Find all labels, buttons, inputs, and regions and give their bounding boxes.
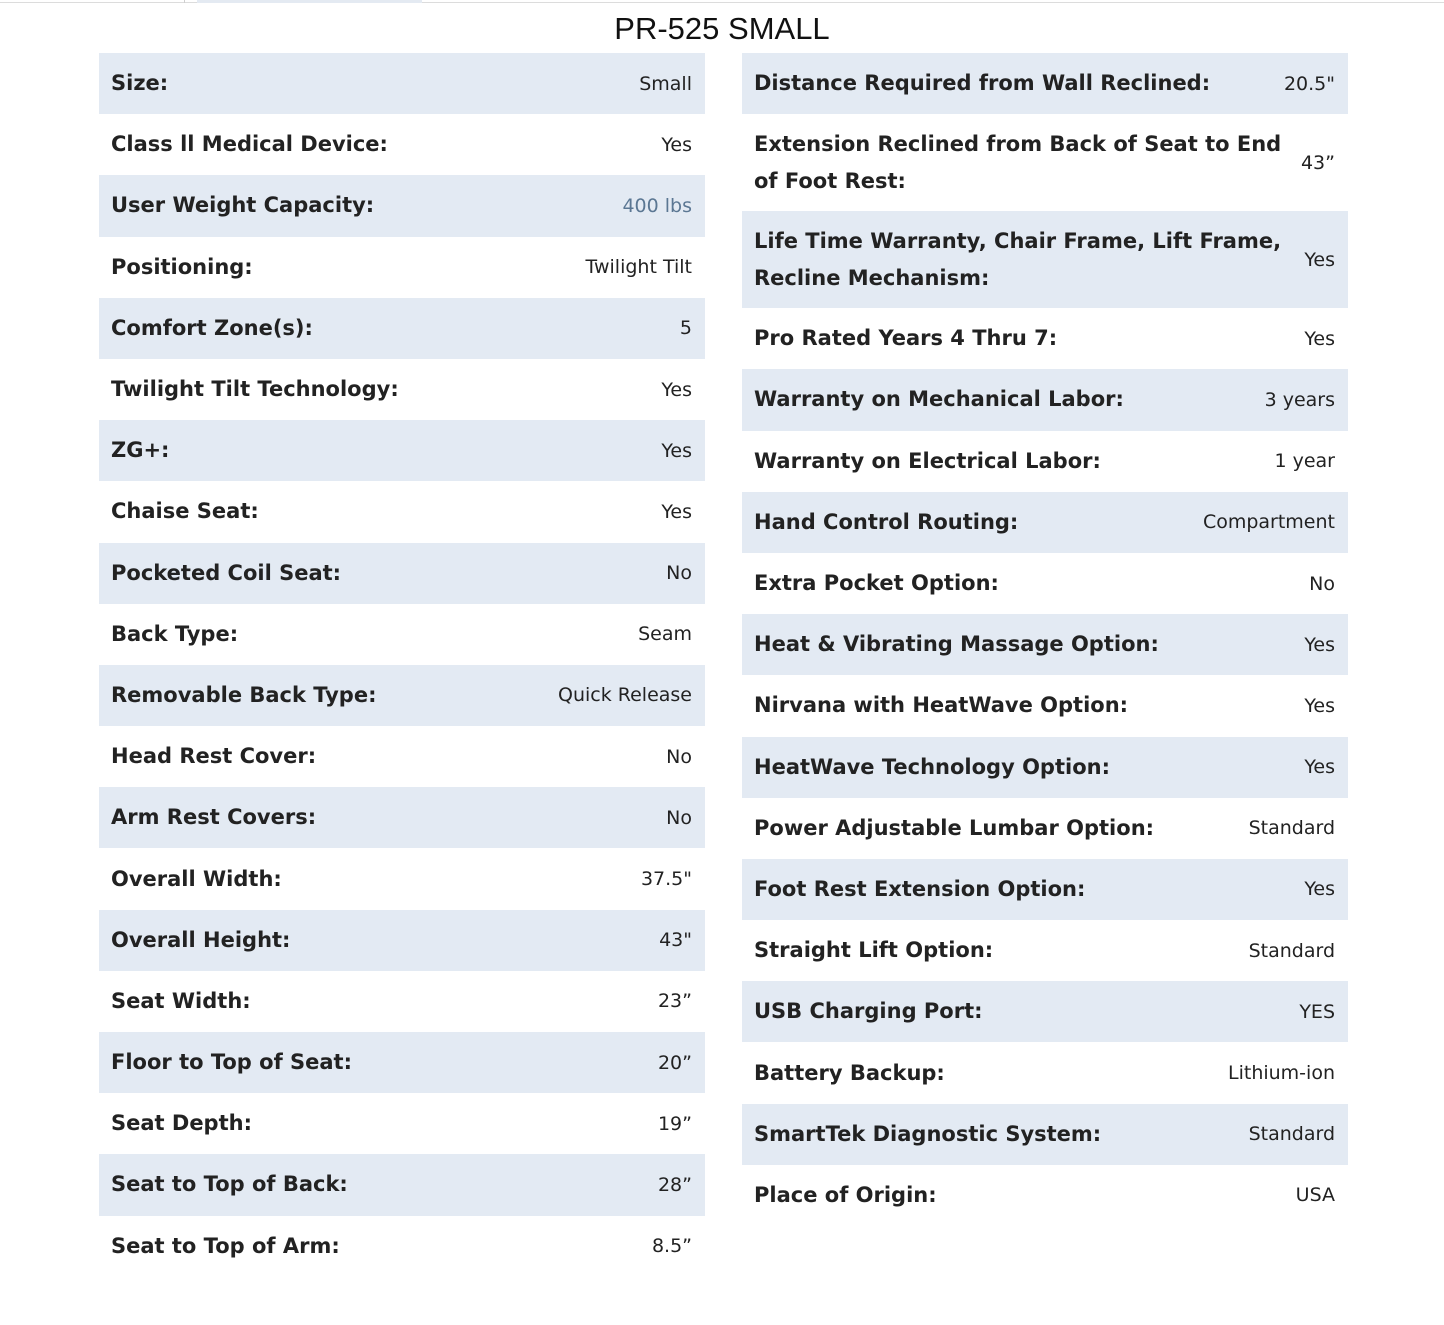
spec-row-size [99, 53, 705, 114]
spec-value: Small [639, 72, 692, 95]
spec-label: USB Charging Port: [754, 999, 983, 1024]
spec-value: 43” [1300, 151, 1335, 174]
spec-label: ZG+: [111, 438, 170, 463]
spec-label: Hand Control Routing: [754, 509, 1019, 534]
spec-value: Standard [1248, 817, 1335, 840]
spec-value: Quick Release [557, 684, 692, 707]
spec-row-battery-backup [742, 1042, 1348, 1103]
spec-row-removable-back [99, 665, 705, 726]
spec-row-electrical-labor [742, 431, 1348, 492]
spec-row-heat-massage [742, 614, 1348, 675]
spec-value: USA [1295, 1184, 1335, 1207]
spec-row-straight-lift [742, 920, 1348, 981]
spec-value: Yes [1304, 327, 1335, 350]
spec-label: Straight Lift Option: [754, 938, 994, 963]
spec-row-twilight-tilt [99, 359, 705, 420]
spec-label: Pocketed Coil Seat: [111, 560, 342, 585]
spec-label: Twilight Tilt Technology: [111, 377, 399, 402]
spec-row-medical-device [99, 114, 705, 175]
spec-label: SmartTek Diagnostic System: [754, 1121, 1102, 1146]
active-tab-indicator[interactable] [197, 0, 422, 3]
spec-row-smarttek [742, 1104, 1348, 1165]
spec-label: Heat & Vibrating Massage Option: [754, 632, 1159, 657]
spec-label: Seat Width: [111, 988, 251, 1013]
spec-row-seat-to-arm [99, 1216, 705, 1277]
spec-value: 28” [657, 1173, 692, 1196]
spec-label: Overall Width: [111, 866, 282, 891]
spec-row-lifetime-warranty [742, 211, 1348, 308]
spec-row-usb-port [742, 981, 1348, 1042]
spec-value: Yes [661, 439, 692, 462]
spec-label: Positioning: [111, 254, 253, 279]
spec-label: Comfort Zone(s): [111, 315, 313, 340]
spec-label: Pro Rated Years 4 Thru 7: [754, 326, 1058, 351]
spec-row-back-type [99, 604, 705, 665]
spec-value: No [666, 806, 692, 829]
spec-row-overall-height [99, 910, 705, 971]
spec-value: Yes [1304, 756, 1335, 779]
spec-row-head-rest-cover [99, 726, 705, 787]
spec-row-pocketed-coil [99, 543, 705, 604]
spec-label: Nirvana with HeatWave Option: [754, 693, 1129, 718]
spec-value: Compartment [1202, 511, 1335, 534]
spec-row-chaise-seat [99, 481, 705, 542]
spec-row-seat-to-back [99, 1154, 705, 1215]
spec-value: 23” [657, 990, 692, 1013]
spec-row-lumbar [742, 798, 1348, 859]
spec-value: 3 years [1264, 388, 1335, 411]
spec-table-left [99, 53, 705, 1277]
spec-row-foot-rest-extension [742, 859, 1348, 920]
spec-value: Yes [1304, 878, 1335, 901]
spec-label: Arm Rest Covers: [111, 805, 317, 830]
spec-label: Extension Reclined from Back of Seat to End of Foot Rest: [754, 131, 1282, 193]
tab-edge [184, 0, 185, 3]
spec-label: Seat Depth: [111, 1111, 252, 1136]
spec-row-hand-control [742, 492, 1348, 553]
spec-row-mechanical-labor [742, 369, 1348, 430]
spec-label: Class ll Medical Device: [111, 132, 388, 157]
spec-row-extra-pocket [742, 553, 1348, 614]
spec-row-zg-plus [99, 420, 705, 481]
spec-value: No [1309, 572, 1335, 595]
spec-value: 8.5” [651, 1235, 692, 1258]
spec-row-place-of-origin [742, 1165, 1348, 1226]
spec-value: 20.5" [1283, 72, 1335, 95]
spec-table-right [742, 53, 1348, 1226]
spec-label: Life Time Warranty, Chair Frame, Lift Frame, Recline Mechanism: [754, 228, 1282, 290]
spec-row-overall-width [99, 848, 705, 909]
spec-row-extension-reclined [742, 114, 1348, 211]
spec-value: Standard [1248, 939, 1335, 962]
spec-label: Back Type: [111, 621, 239, 646]
spec-label: Seat to Top of Arm: [111, 1233, 340, 1258]
spec-value: Yes [661, 133, 692, 156]
spec-value: 5 [679, 317, 692, 340]
spec-value: 20” [657, 1051, 692, 1074]
spec-label: Chaise Seat: [111, 499, 259, 524]
spec-label: Place of Origin: [754, 1182, 937, 1207]
spec-value: Seam [638, 623, 692, 646]
spec-label: Overall Height: [111, 927, 291, 952]
spec-value: Yes [661, 500, 692, 523]
spec-value: YES [1299, 1000, 1335, 1023]
spec-row-seat-depth [99, 1093, 705, 1154]
spec-label: Foot Rest Extension Option: [754, 876, 1086, 901]
spec-row-positioning [99, 237, 705, 298]
spec-value: 1 year [1274, 450, 1335, 473]
spec-row-comfort-zones [99, 298, 705, 359]
spec-row-seat-width [99, 971, 705, 1032]
spec-label: Power Adjustable Lumbar Option: [754, 815, 1155, 840]
spec-value: Standard [1248, 1123, 1335, 1146]
spec-row-arm-rest-covers [99, 787, 705, 848]
spec-value: Lithium-ion [1228, 1062, 1335, 1085]
spec-value: 37.5" [640, 868, 692, 891]
spec-value: No [666, 745, 692, 768]
spec-value: 19” [657, 1112, 692, 1135]
spec-row-wall-distance [742, 53, 1348, 114]
spec-value: 43" [659, 929, 692, 952]
spec-row-weight-capacity [99, 175, 705, 236]
spec-row-floor-to-seat [99, 1032, 705, 1093]
spec-label: User Weight Capacity: [111, 193, 375, 218]
spec-value: Yes [1304, 633, 1335, 656]
spec-row-heatwave [742, 737, 1348, 798]
spec-label: Battery Backup: [754, 1060, 945, 1085]
spec-label: HeatWave Technology Option: [754, 754, 1110, 779]
weight-capacity-link[interactable]: 400 lbs [622, 194, 692, 217]
spec-label: Distance Required from Wall Reclined: [754, 71, 1211, 96]
page-title: PR-525 SMALL [614, 11, 830, 46]
spec-label: Extra Pocket Option: [754, 571, 999, 596]
spec-label: Head Rest Cover: [111, 744, 317, 769]
spec-label: Floor to Top of Seat: [111, 1050, 352, 1075]
spec-value: No [666, 562, 692, 585]
spec-label: Removable Back Type: [111, 682, 377, 707]
spec-value: Yes [1304, 694, 1335, 717]
spec-value: Yes [1304, 248, 1335, 271]
spec-label: Warranty on Mechanical Labor: [754, 387, 1124, 412]
spec-label: Warranty on Electrical Labor: [754, 448, 1101, 473]
spec-value: Twilight Tilt [585, 256, 692, 279]
spec-row-pro-rated [742, 308, 1348, 369]
spec-label: Seat to Top of Back: [111, 1172, 348, 1197]
spec-label: Size: [111, 71, 169, 96]
spec-value: Yes [661, 378, 692, 401]
spec-row-nirvana [742, 675, 1348, 736]
